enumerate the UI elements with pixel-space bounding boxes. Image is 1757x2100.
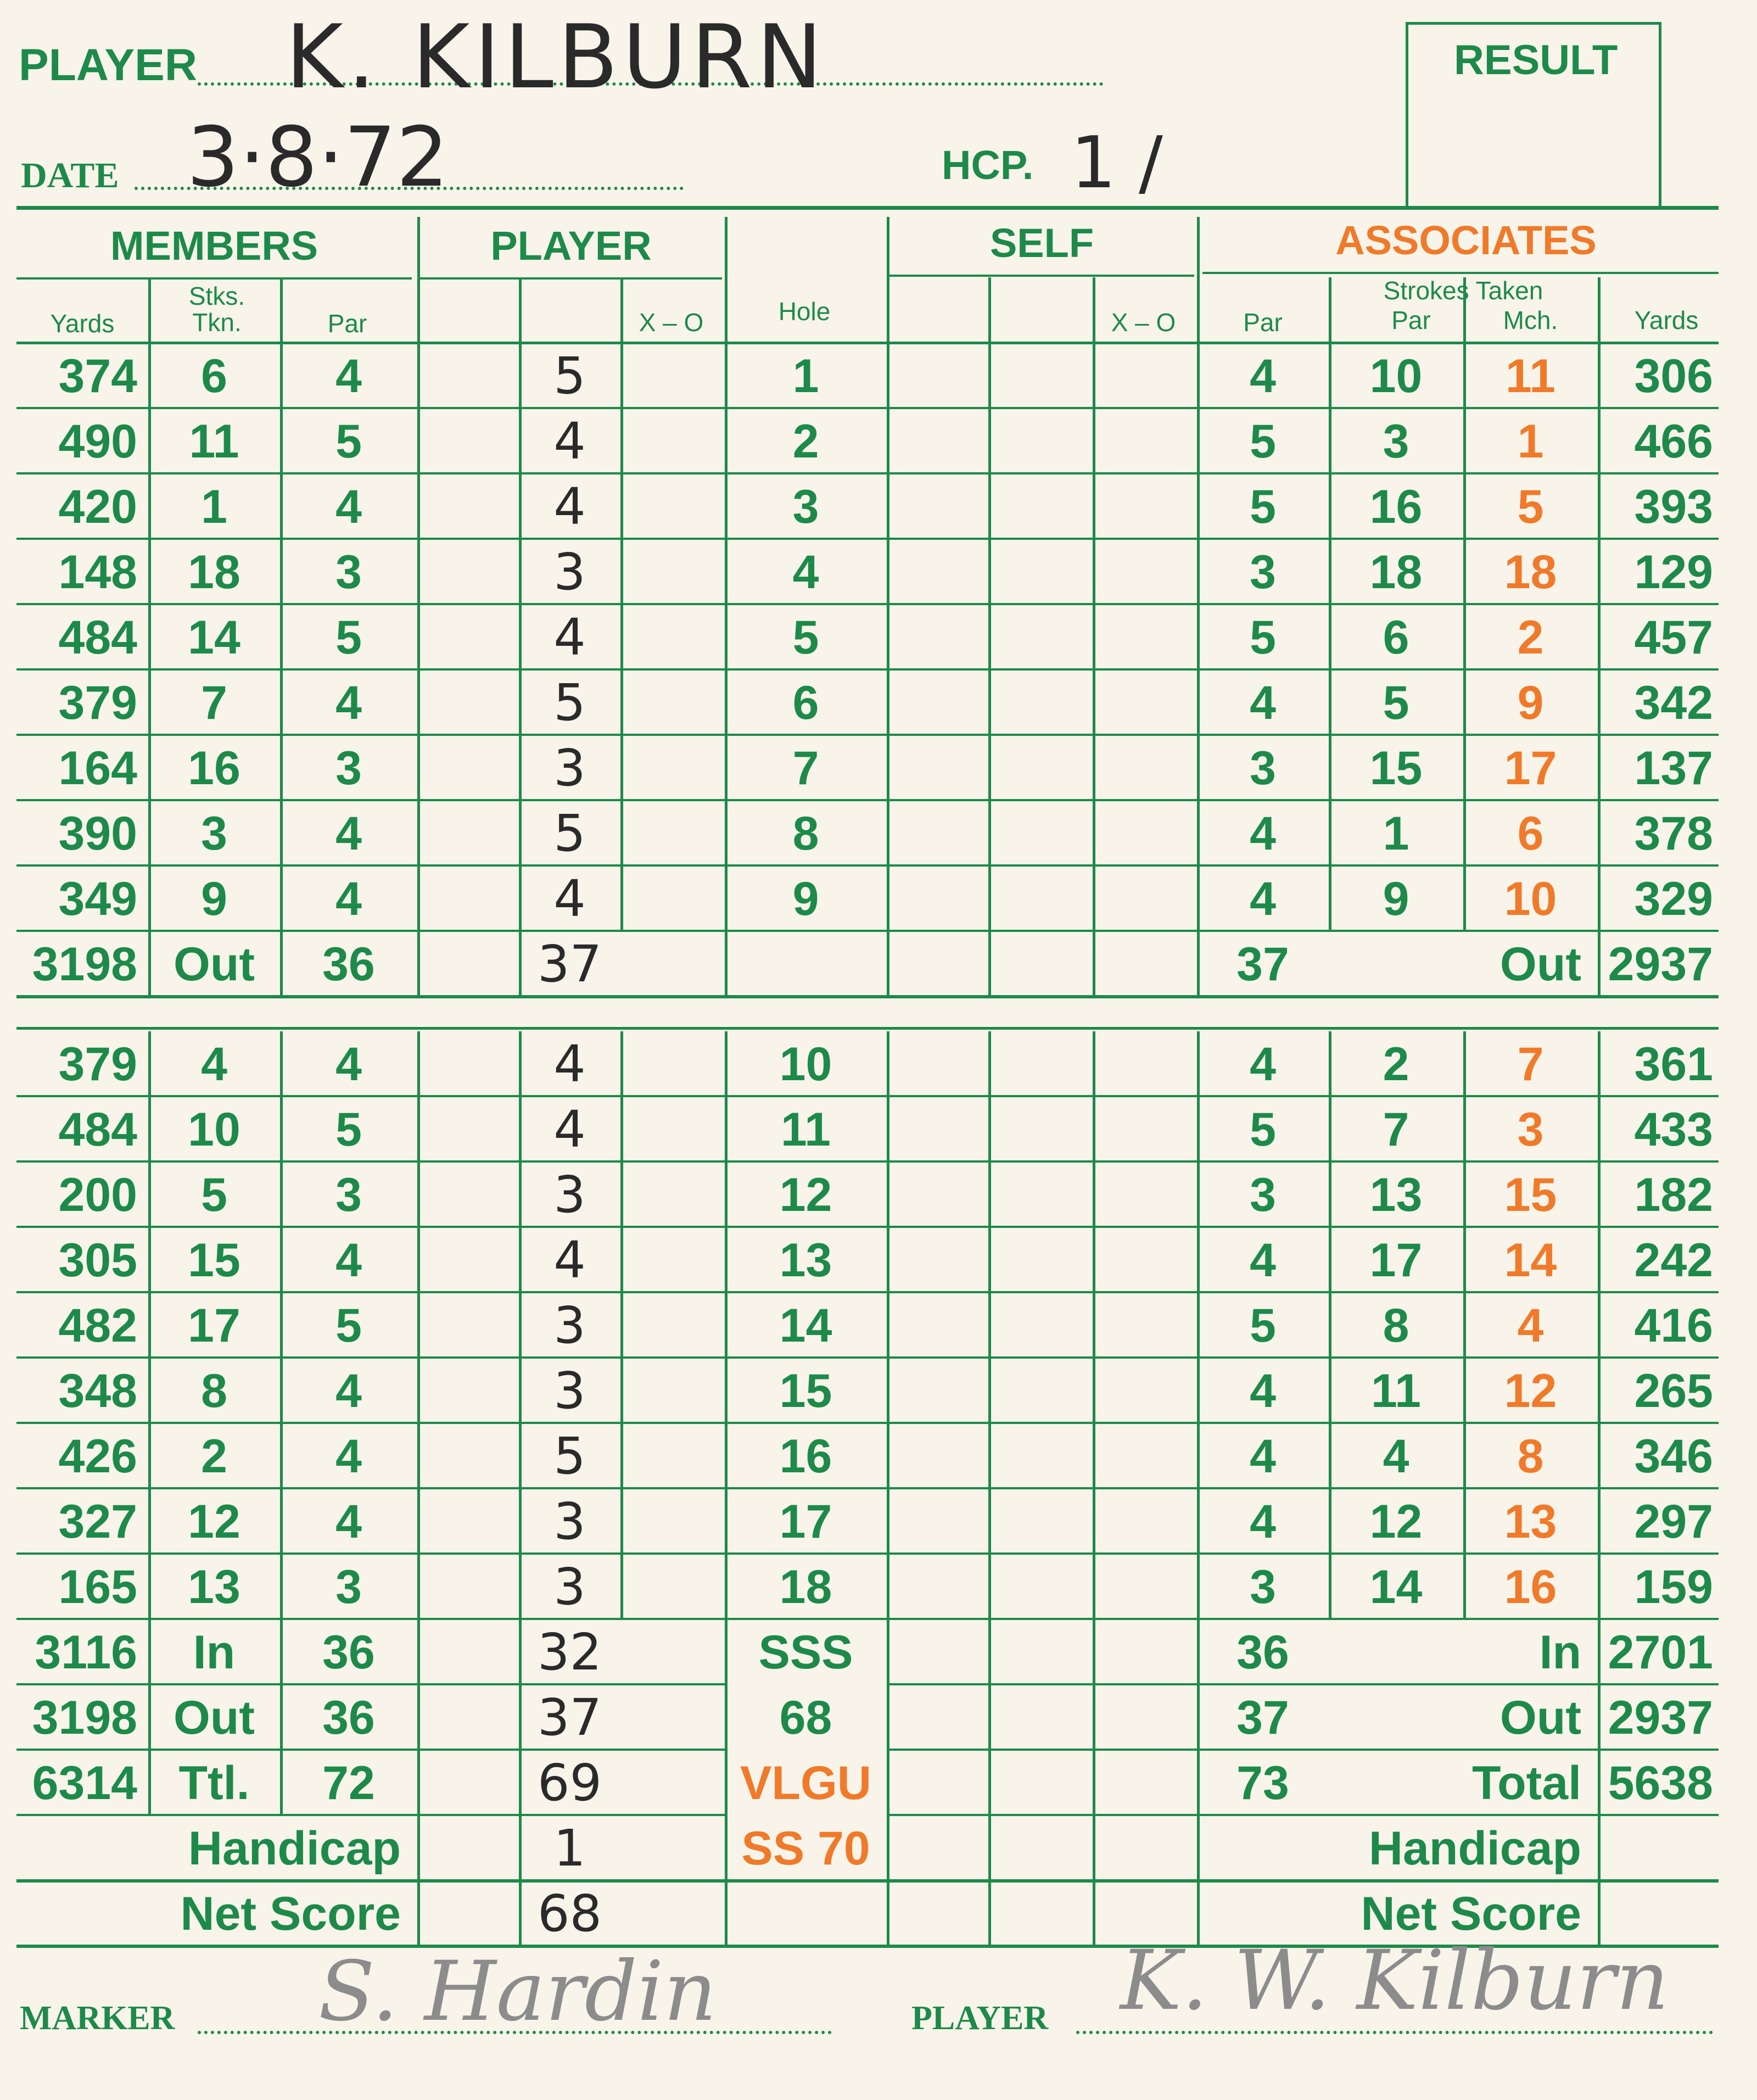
footer-player-dotted-line [1076, 2031, 1713, 2034]
back-hole-row-stroke-index: 15 [188, 1234, 240, 1287]
stks-subheader-line1: Stks. [188, 282, 245, 310]
back-hole-row-stroke-index: 10 [188, 1103, 240, 1156]
back-hole-row-assoc-yards: 159 [1634, 1561, 1713, 1613]
back-hole-row-yards: 482 [58, 1299, 137, 1352]
front-hole-row-assoc-par: 5 [1250, 611, 1276, 664]
front-total-label: Out [173, 938, 255, 991]
back-hole-row-yards: 348 [58, 1365, 137, 1417]
back-hole-row-par: 3 [335, 1561, 362, 1613]
front-hole-row-strokes-mch: 6 [1517, 807, 1544, 860]
total-out-assoc-par: 37 [1236, 1691, 1289, 1744]
total-in-label: In [193, 1626, 236, 1679]
back-hole-row-strokes-par: 2 [1383, 1038, 1409, 1091]
back-hole-row-strokes-mch: 7 [1517, 1038, 1544, 1091]
strokes-mch-subheader: Mch. [1503, 306, 1558, 334]
front-hole-row-strokes-par: 1 [1383, 807, 1409, 860]
front-hole-row-player-score: 4 [553, 608, 586, 667]
back-hole-row-strokes-mch: 14 [1504, 1234, 1557, 1287]
total-out-assoc-yards: 2937 [1608, 1691, 1713, 1744]
back-hole-row-strokes-par: 13 [1369, 1169, 1423, 1221]
back-hole-row-stroke-index: 8 [201, 1365, 227, 1417]
front-hole-row-par: 3 [335, 546, 362, 599]
back-hole-row-par: 4 [335, 1365, 362, 1417]
handicap-label: Handicap [188, 1822, 401, 1875]
front-hole-row-assoc-par: 3 [1250, 742, 1276, 795]
back-hole-row-player-score: 4 [553, 1100, 586, 1159]
front-hole-row-par: 4 [335, 873, 362, 925]
front-hole-row-hole-number: 4 [792, 546, 819, 599]
back-hole-row-player-score: 5 [553, 1427, 586, 1485]
back-hole-row-yards: 379 [58, 1038, 137, 1091]
front-hole-row-assoc-yards: 306 [1634, 350, 1713, 403]
front-hole-row-strokes-par: 18 [1369, 546, 1423, 599]
par-subheader: Par [327, 309, 367, 338]
front-hole-row-stroke-index: 16 [188, 742, 240, 795]
back-hole-row-strokes-par: 4 [1383, 1430, 1409, 1483]
front-hole-row-strokes-mch: 1 [1517, 415, 1544, 468]
total-ttl-yards: 6314 [32, 1757, 137, 1809]
back-hole-row-player-score: 3 [553, 1557, 586, 1616]
back-hole-row-player-score: 3 [553, 1165, 586, 1224]
front-hole-row-assoc-par: 4 [1250, 350, 1276, 403]
back-hole-row-player-score: 4 [553, 1035, 586, 1093]
front-hole-row-yards: 420 [58, 481, 137, 533]
front-hole-row-stroke-index: 18 [188, 546, 240, 599]
total-in-player-score: 32 [537, 1623, 602, 1682]
back-hole-row-assoc-yards: 346 [1634, 1430, 1713, 1483]
handicap-player-value: 1 [553, 1819, 586, 1878]
total-ttl-par: 72 [322, 1757, 375, 1809]
total-out-player-score: 37 [537, 1688, 602, 1747]
total-ttl-label: Ttl. [178, 1757, 250, 1809]
back-hole-row-player-score: 3 [553, 1296, 586, 1355]
back-hole-row-assoc-par: 4 [1250, 1038, 1276, 1091]
back-hole-row-strokes-par: 7 [1383, 1103, 1409, 1156]
members-header: MEMBERS [110, 223, 318, 269]
back-hole-row-strokes-par: 8 [1383, 1299, 1409, 1352]
back-hole-row-assoc-par: 3 [1250, 1169, 1276, 1221]
back-hole-row-strokes-par: 11 [1371, 1365, 1421, 1417]
front-hole-row-par: 5 [335, 611, 362, 664]
front-hole-row-hole-number: 9 [792, 873, 819, 925]
total-out-yards: 3198 [32, 1691, 137, 1744]
total-out-par: 36 [322, 1691, 375, 1744]
front-hole-row-strokes-mch: 11 [1506, 350, 1555, 403]
result-label: RESULT [1454, 37, 1618, 83]
total-out-middle: 68 [779, 1691, 832, 1744]
front-hole-row-hole-number: 2 [792, 415, 819, 468]
front-hole-row-stroke-index: 7 [201, 677, 227, 729]
back-hole-row-par: 4 [335, 1234, 362, 1287]
front-hole-row-stroke-index: 14 [188, 611, 240, 664]
front-hole-row-yards: 490 [58, 415, 137, 468]
back-hole-row-hole-number: 13 [779, 1234, 832, 1287]
back-hole-row-assoc-yards: 265 [1634, 1365, 1713, 1417]
back-hole-row-hole-number: 18 [779, 1561, 832, 1613]
total-in-assoc-yards: 2701 [1608, 1626, 1713, 1679]
front-hole-row-yards: 164 [58, 742, 137, 795]
back-hole-row-assoc-par: 4 [1250, 1495, 1276, 1548]
front-hole-row-hole-number: 7 [792, 742, 819, 795]
front-hole-row-strokes-mch: 10 [1504, 873, 1557, 925]
front-hole-row-strokes-par: 10 [1369, 350, 1423, 403]
front-hole-row-assoc-par: 5 [1250, 415, 1276, 468]
marker-signature: S. Hardin [318, 1944, 717, 2040]
back-hole-row-strokes-mch: 12 [1504, 1365, 1557, 1417]
back-hole-row-hole-number: 12 [779, 1169, 832, 1221]
front-hole-row-stroke-index: 6 [201, 350, 227, 403]
front-hole-row-yards: 379 [58, 677, 137, 729]
back-hole-row-hole-number: 15 [779, 1365, 832, 1417]
back-hole-row-stroke-index: 5 [201, 1169, 227, 1221]
front-hole-row-par: 4 [335, 481, 362, 533]
total-in-par: 36 [322, 1626, 375, 1679]
front-hole-row-strokes-par: 3 [1383, 415, 1409, 468]
back-hole-row-yards: 305 [58, 1234, 137, 1287]
back-hole-row-strokes-mch: 16 [1504, 1561, 1557, 1613]
back-hole-row-assoc-par: 5 [1250, 1103, 1276, 1156]
front-hole-row-hole-number: 8 [792, 807, 819, 860]
associates-header: ASSOCIATES [1335, 217, 1597, 263]
self-xo-subheader: X – O [1111, 308, 1176, 337]
back-hole-row-assoc-yards: 433 [1634, 1103, 1713, 1156]
front-hole-row-yards: 349 [58, 873, 137, 925]
front-hole-row-par: 3 [335, 742, 362, 795]
front-hole-row-player-score: 4 [553, 869, 586, 928]
front-total-yards: 3198 [32, 938, 137, 991]
total-out-label: Out [173, 1691, 255, 1744]
front-hole-row-player-score: 5 [553, 804, 586, 863]
marker-label: MARKER [20, 2000, 175, 2037]
front-hole-row-par: 4 [335, 677, 362, 729]
front-hole-row-strokes-mch: 5 [1517, 481, 1544, 533]
front-hole-row-assoc-yards: 129 [1634, 546, 1713, 599]
back-hole-row-player-score: 3 [553, 1492, 586, 1551]
strokes-taken-subheader: Strokes Taken [1383, 276, 1543, 305]
footer-player-label: PLAYER [911, 2000, 1049, 2037]
back-hole-row-par: 5 [335, 1103, 362, 1156]
total-ttl-assoc-yards: 5638 [1608, 1757, 1713, 1809]
back-hole-row-assoc-yards: 416 [1634, 1299, 1713, 1352]
front-hole-row-player-score: 4 [553, 477, 586, 536]
back-hole-row-strokes-mch: 8 [1517, 1430, 1544, 1483]
front-hole-row-player-score: 3 [553, 739, 586, 797]
back-hole-row-strokes-mch: 13 [1504, 1495, 1557, 1548]
assoc-yards-subheader: Yards [1634, 306, 1699, 334]
player-header: PLAYER [490, 223, 652, 269]
back-hole-row-hole-number: 10 [779, 1038, 832, 1091]
back-hole-row-assoc-par: 4 [1250, 1234, 1276, 1287]
back-hole-row-stroke-index: 4 [201, 1038, 227, 1091]
front-hole-row-assoc-yards: 457 [1634, 611, 1713, 664]
back-hole-row-hole-number: 16 [779, 1430, 832, 1483]
total-ttl-assoc-label: Total [1471, 1757, 1581, 1809]
front-total-assoc-yards: 2937 [1608, 938, 1713, 991]
net-score-label: Net Score [180, 1887, 401, 1940]
front-hole-row-hole-number: 5 [792, 611, 819, 664]
back-hole-row-par: 5 [335, 1299, 362, 1352]
front-total-assoc-par: 37 [1236, 938, 1289, 991]
tkn-subheader-line2: Tkn. [192, 308, 242, 337]
back-hole-row-yards: 165 [58, 1561, 137, 1613]
front-total-assoc-label: Out [1499, 938, 1581, 991]
front-hole-row-par: 4 [335, 807, 362, 860]
front-hole-row-hole-number: 3 [792, 481, 819, 533]
hole-subheader: Hole [778, 297, 831, 326]
back-hole-row-hole-number: 17 [779, 1495, 832, 1548]
back-hole-row-yards: 484 [58, 1103, 137, 1156]
total-in-assoc-label: In [1539, 1626, 1581, 1679]
front-hole-row-assoc-yards: 378 [1634, 807, 1713, 860]
back-hole-row-player-score: 3 [553, 1361, 586, 1420]
total-in-yards: 3116 [35, 1626, 137, 1679]
back-hole-row-assoc-yards: 182 [1634, 1169, 1713, 1221]
front-hole-row-assoc-par: 3 [1250, 546, 1276, 599]
front-hole-row-par: 4 [335, 350, 362, 403]
front-hole-row-strokes-mch: 17 [1504, 742, 1557, 795]
front-hole-row-assoc-yards: 342 [1634, 677, 1713, 729]
back-hole-row-strokes-mch: 4 [1517, 1299, 1544, 1352]
date-value: 3·8·72 [187, 110, 449, 205]
date-label: DATE [21, 155, 119, 196]
front-hole-row-strokes-par: 16 [1369, 481, 1423, 533]
front-hole-row-assoc-yards: 393 [1634, 481, 1713, 533]
back-hole-row-assoc-par: 3 [1250, 1561, 1276, 1613]
front-total-player-score: 37 [537, 935, 602, 993]
player-signature: K. W. Kilburn [1120, 1933, 1669, 2029]
strokes-par-subheader: Par [1391, 306, 1431, 334]
front-hole-row-stroke-index: 9 [201, 873, 227, 925]
front-hole-row-stroke-index: 3 [201, 807, 227, 860]
back-hole-row-par: 4 [335, 1430, 362, 1483]
front-hole-row-player-score: 5 [553, 347, 586, 405]
front-hole-row-assoc-par: 4 [1250, 873, 1276, 925]
back-hole-row-hole-number: 11 [781, 1103, 831, 1156]
front-hole-row-assoc-par: 5 [1250, 481, 1276, 533]
front-hole-row-hole-number: 1 [792, 350, 819, 403]
front-hole-row-strokes-par: 6 [1383, 611, 1409, 664]
back-hole-row-strokes-par: 14 [1369, 1561, 1423, 1613]
front-hole-row-assoc-yards: 137 [1634, 742, 1713, 795]
total-out-assoc-label: Out [1499, 1691, 1581, 1744]
assoc-net-score-label: Net Score [1361, 1887, 1581, 1940]
front-hole-row-stroke-index: 11 [189, 415, 239, 468]
front-hole-row-yards: 390 [58, 807, 137, 860]
front-hole-row-par: 5 [335, 415, 362, 468]
back-hole-row-par: 4 [335, 1038, 362, 1091]
back-hole-row-assoc-yards: 242 [1634, 1234, 1713, 1287]
back-hole-row-stroke-index: 13 [188, 1561, 240, 1613]
front-hole-row-hole-number: 6 [792, 677, 819, 729]
player-name: K. KILBURN [286, 5, 827, 108]
back-hole-row-hole-number: 14 [779, 1299, 832, 1352]
back-hole-row-assoc-par: 4 [1250, 1365, 1276, 1417]
front-hole-row-strokes-par: 15 [1369, 742, 1423, 795]
back-hole-row-par: 3 [335, 1169, 362, 1221]
front-hole-row-assoc-par: 4 [1250, 807, 1276, 860]
front-hole-row-strokes-par: 5 [1383, 677, 1409, 729]
front-hole-row-yards: 484 [58, 611, 137, 664]
front-hole-row-strokes-mch: 9 [1517, 677, 1544, 729]
front-hole-row-strokes-mch: 18 [1504, 546, 1557, 599]
back-hole-row-assoc-yards: 361 [1634, 1038, 1713, 1091]
total-in-assoc-par: 36 [1236, 1626, 1289, 1679]
player-label: PLAYER [19, 40, 198, 90]
total-in-middle: SSS [758, 1626, 853, 1679]
total-ttl-assoc-par: 73 [1236, 1757, 1289, 1809]
back-hole-row-yards: 426 [58, 1430, 137, 1483]
player-xo-subheader: X – O [639, 308, 704, 337]
yards-subheader: Yards [50, 309, 115, 338]
back-hole-row-assoc-yards: 297 [1634, 1495, 1713, 1548]
front-hole-row-assoc-yards: 329 [1634, 873, 1713, 925]
net-score-player-value: 68 [537, 1884, 602, 1943]
back-hole-row-stroke-index: 12 [188, 1495, 240, 1548]
front-hole-row-player-score: 3 [553, 543, 586, 601]
total-ttl-player-score: 69 [537, 1753, 602, 1812]
hcp-label: HCP. [942, 142, 1034, 188]
front-hole-row-yards: 374 [58, 350, 137, 403]
back-hole-row-yards: 200 [58, 1169, 137, 1221]
front-hole-row-assoc-yards: 466 [1634, 415, 1713, 468]
back-hole-row-player-score: 4 [553, 1231, 586, 1289]
front-hole-row-player-score: 5 [553, 673, 586, 732]
back-hole-row-strokes-par: 12 [1369, 1495, 1423, 1548]
front-hole-row-player-score: 4 [553, 412, 586, 471]
front-hole-row-strokes-par: 9 [1383, 873, 1409, 925]
back-hole-row-stroke-index: 17 [188, 1299, 240, 1352]
back-hole-row-yards: 327 [58, 1495, 137, 1548]
assoc-par-subheader: Par [1243, 308, 1283, 337]
front-hole-row-stroke-index: 1 [201, 481, 227, 533]
hcp-value: 1 / [1071, 121, 1163, 204]
handicap-middle: SS 70 [741, 1822, 870, 1875]
back-hole-row-strokes-par: 17 [1369, 1234, 1423, 1287]
front-hole-row-strokes-mch: 2 [1517, 611, 1544, 664]
front-hole-row-assoc-par: 4 [1250, 677, 1276, 729]
back-hole-row-strokes-mch: 15 [1504, 1169, 1557, 1221]
back-hole-row-assoc-par: 4 [1250, 1430, 1276, 1483]
back-hole-row-assoc-par: 5 [1250, 1299, 1276, 1352]
assoc-handicap-label: Handicap [1368, 1822, 1581, 1875]
back-hole-row-par: 4 [335, 1495, 362, 1548]
total-ttl-middle: VLGU [740, 1757, 871, 1809]
back-hole-row-strokes-mch: 3 [1517, 1103, 1544, 1156]
front-hole-row-yards: 148 [58, 546, 137, 599]
front-total-par: 36 [322, 938, 375, 991]
self-header: SELF [989, 220, 1094, 266]
back-hole-row-stroke-index: 2 [201, 1430, 227, 1483]
